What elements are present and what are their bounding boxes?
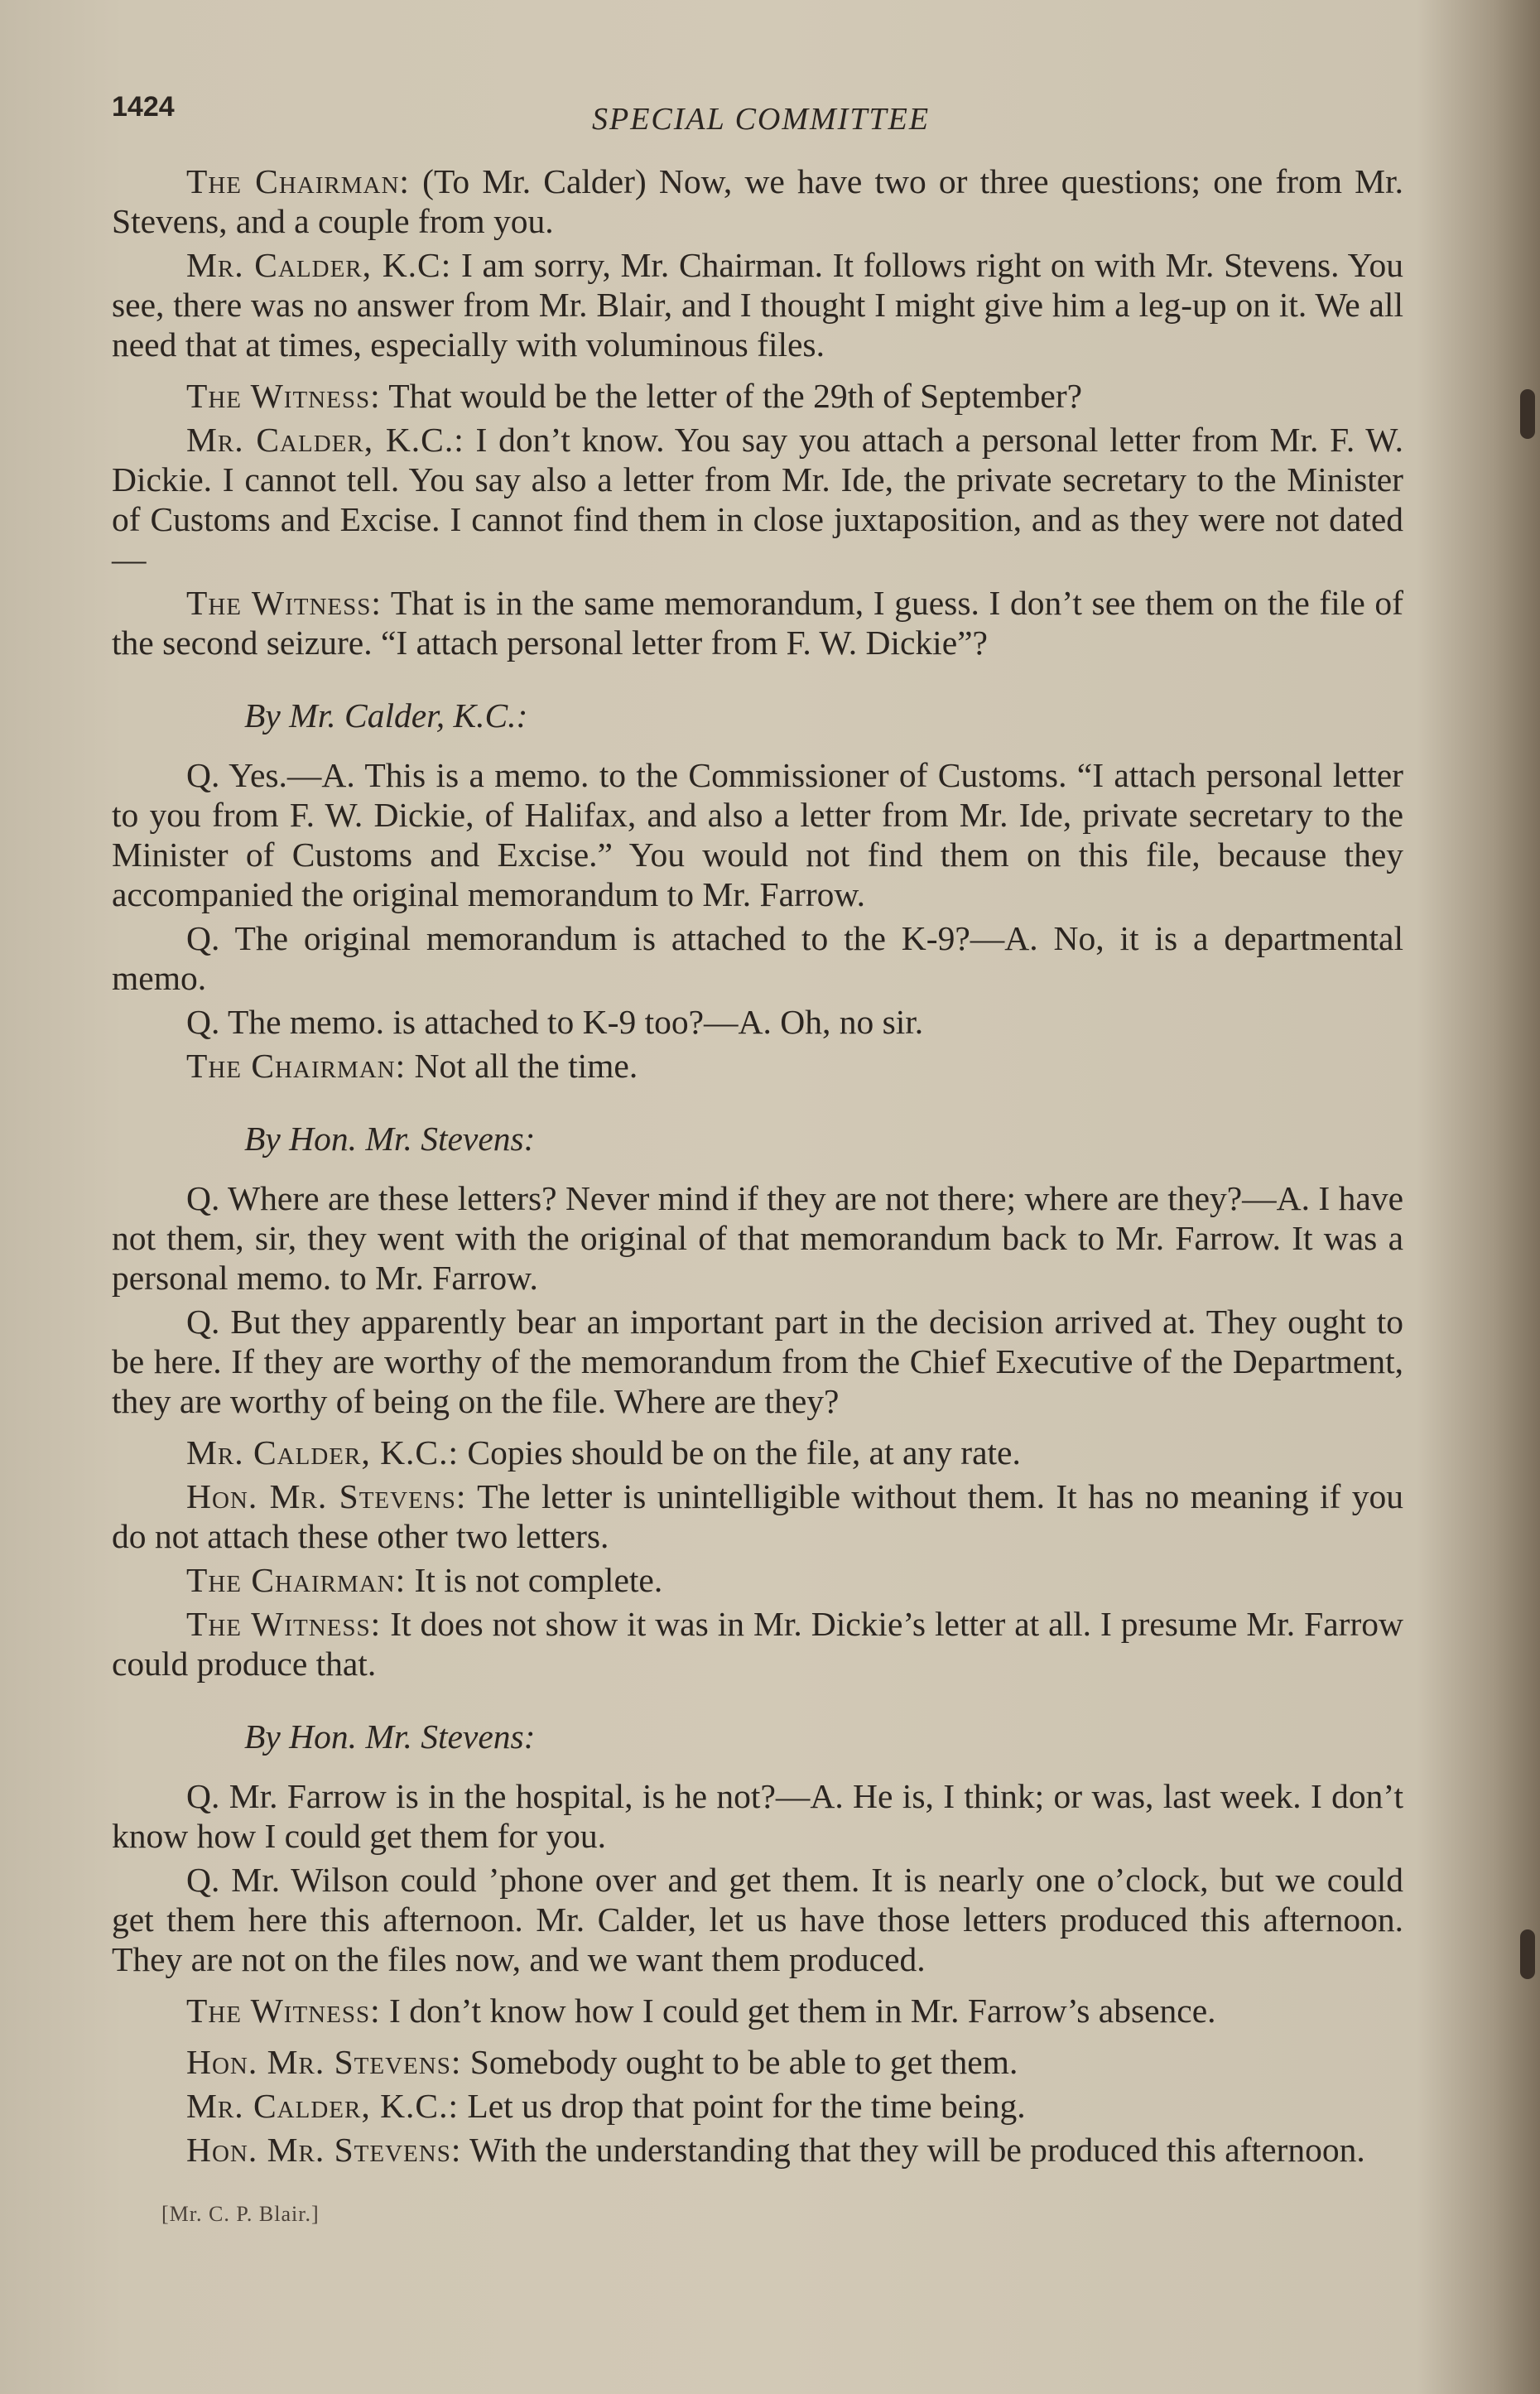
page-edge-mark (1520, 1929, 1535, 1979)
paragraph (112, 161, 1403, 241)
paragraph-text: It is not complete. (414, 1561, 663, 1599)
speaker-label: The Chairman: (186, 1561, 407, 1599)
speaker-label: The Chairman: (186, 162, 410, 200)
paragraph (112, 1302, 1403, 1421)
paragraph (112, 1991, 1403, 2030)
speaker-label: The Witness: (186, 377, 381, 415)
speaker-label: The Witness: (186, 1605, 382, 1643)
section-heading: By Hon. Mr. Stevens: (244, 1120, 536, 1158)
speaker-label: Hon. Mr. Stevens: (186, 1477, 467, 1515)
speaker-label: Hon. Mr. Stevens: (186, 2131, 462, 2169)
speaker-label: Mr. Calder, K.C.: (186, 1433, 460, 1472)
paragraph (112, 245, 1403, 364)
witness-note: [Mr. C. P. Blair.] (161, 2202, 320, 2226)
speaker-label: Mr. Calder, K.C.: (186, 421, 464, 459)
paragraph-text: Q. The memo. is attached to K-9 too?—A. Oh, no sir. (186, 1003, 924, 1041)
paragraph-text: Copies should be on the file, at any rate. (467, 1433, 1021, 1472)
paragraph (112, 1476, 1403, 1556)
running-head: SPECIAL COMMITTEE (592, 102, 931, 137)
paragraph (112, 1046, 1403, 1086)
paragraph (112, 1433, 1403, 1472)
paragraph (112, 2086, 1403, 2126)
paragraph-text: It does not show it was in Mr. Dickie’s letter at all. I presume Mr. Farrow could produce that. (112, 1605, 1403, 1683)
paragraph-text: (To Mr. Calder) Now, we have two or three questions; one from Mr. Stevens, and a couple from you. (112, 162, 1403, 240)
paragraph-text: Not all the time. (414, 1047, 638, 1085)
paragraph-text: Q. Mr. Farrow is in the hospital, is he not?—A. He is, I think; or was, last week. I don’t know how I could get them for you. (112, 1777, 1403, 1855)
page-header (112, 91, 1403, 149)
paragraph-text: With the understanding that they will be produced this afternoon. (469, 2131, 1365, 2169)
paragraph (112, 1560, 1403, 1600)
speaker-label: Hon. Mr. Stevens: (186, 2043, 462, 2081)
paragraph (112, 918, 1403, 998)
paragraph (112, 583, 1403, 662)
page-edge-mark (1520, 389, 1535, 439)
paragraph-text: Q. Where are these letters? Never mind if they are not there; where are they?—A. I have not them, sir, they went with the original of that memorandum back to Mr. Farrow. It was a personal memo. to Mr. Farrow. (112, 1179, 1403, 1297)
page-body (112, 161, 1403, 2234)
speaker-label: The Witness: (186, 1992, 381, 2030)
speaker-label: The Witness: (186, 584, 382, 622)
speaker-label: The Chairman: (186, 1047, 407, 1085)
paragraph (112, 2130, 1403, 2170)
paragraph-text: Somebody ought to be able to get them. (469, 2043, 1018, 2081)
paragraph-text: That is in the same memorandum, I guess. I don’t see them on the file of the second seizure. “I attach personal letter from F. W. Dickie”? (112, 584, 1403, 662)
paragraph-text: I don’t know. You say you attach a personal letter from Mr. F. W. Dickie. I cannot tell. You say also a letter from Mr. Ide, the private secretary to the Minister of Customs and Excise. I cannot find them in close juxtaposition, and as they were not dated— (112, 421, 1403, 578)
section-heading: By Mr. Calder, K.C.: (244, 696, 528, 735)
paragraph (112, 1178, 1403, 1298)
paragraph (112, 1776, 1403, 1856)
paragraph-text: Q. Yes.—A. This is a memo. to the Commissioner of Customs. “I attach personal letter to you from F. W. Dickie, of Halifax, and also a letter from Mr. Ide, private secretary to the Minister of Customs and Excise.” You would not find them on this file, because they accompanied the original memorandum to Mr. Farrow. (112, 756, 1403, 913)
speaker-label: Mr. Calder, K.C: (186, 246, 452, 284)
paragraph (112, 420, 1403, 579)
section-heading: By Hon. Mr. Stevens: (244, 1717, 536, 1756)
paragraph (112, 376, 1403, 416)
paragraph (112, 2042, 1403, 2082)
paragraph (112, 1604, 1403, 1684)
speaker-label: Mr. Calder, K.C.: (186, 2087, 460, 2125)
paragraph-text: I don’t know how I could get them in Mr. Farrow’s absence. (389, 1992, 1216, 2030)
paragraph-text: Q. Mr. Wilson could ’phone over and get them. It is nearly one o’clock, but we could get them here this afternoon. Mr. Calder, let us have those letters produced this afternoon. They are not on the files now, and we want them produced. (112, 1861, 1403, 1978)
paragraph-text: I am sorry, Mr. Chairman. It follows right on with Mr. Stevens. You see, there was no answer from Mr. Blair, and I thought I might give him a leg-up on it. We all need that at times, especially with voluminous files. (112, 246, 1403, 364)
paragraph-text: That would be the letter of the 29th of September? (388, 377, 1083, 415)
page-number: 1424 (112, 91, 175, 123)
paragraph-text: Let us drop that point for the time being. (467, 2087, 1026, 2125)
paragraph-text: Q. The original memorandum is attached to the K-9?—A. No, it is a departmental memo. (112, 919, 1403, 997)
paragraph-text: Q. But they apparently bear an important part in the decision arrived at. They ought to be here. If they are worthy of the memorandum from the Chief Executive of the Department, they are worthy of being on the file. Where are they? (112, 1303, 1403, 1420)
paragraph-text: The letter is unintelligible without them. It has no meaning if you do not attach these other two letters. (112, 1477, 1403, 1555)
paragraph (112, 1860, 1403, 1979)
paragraph (112, 755, 1403, 914)
paragraph (112, 1002, 1403, 1042)
